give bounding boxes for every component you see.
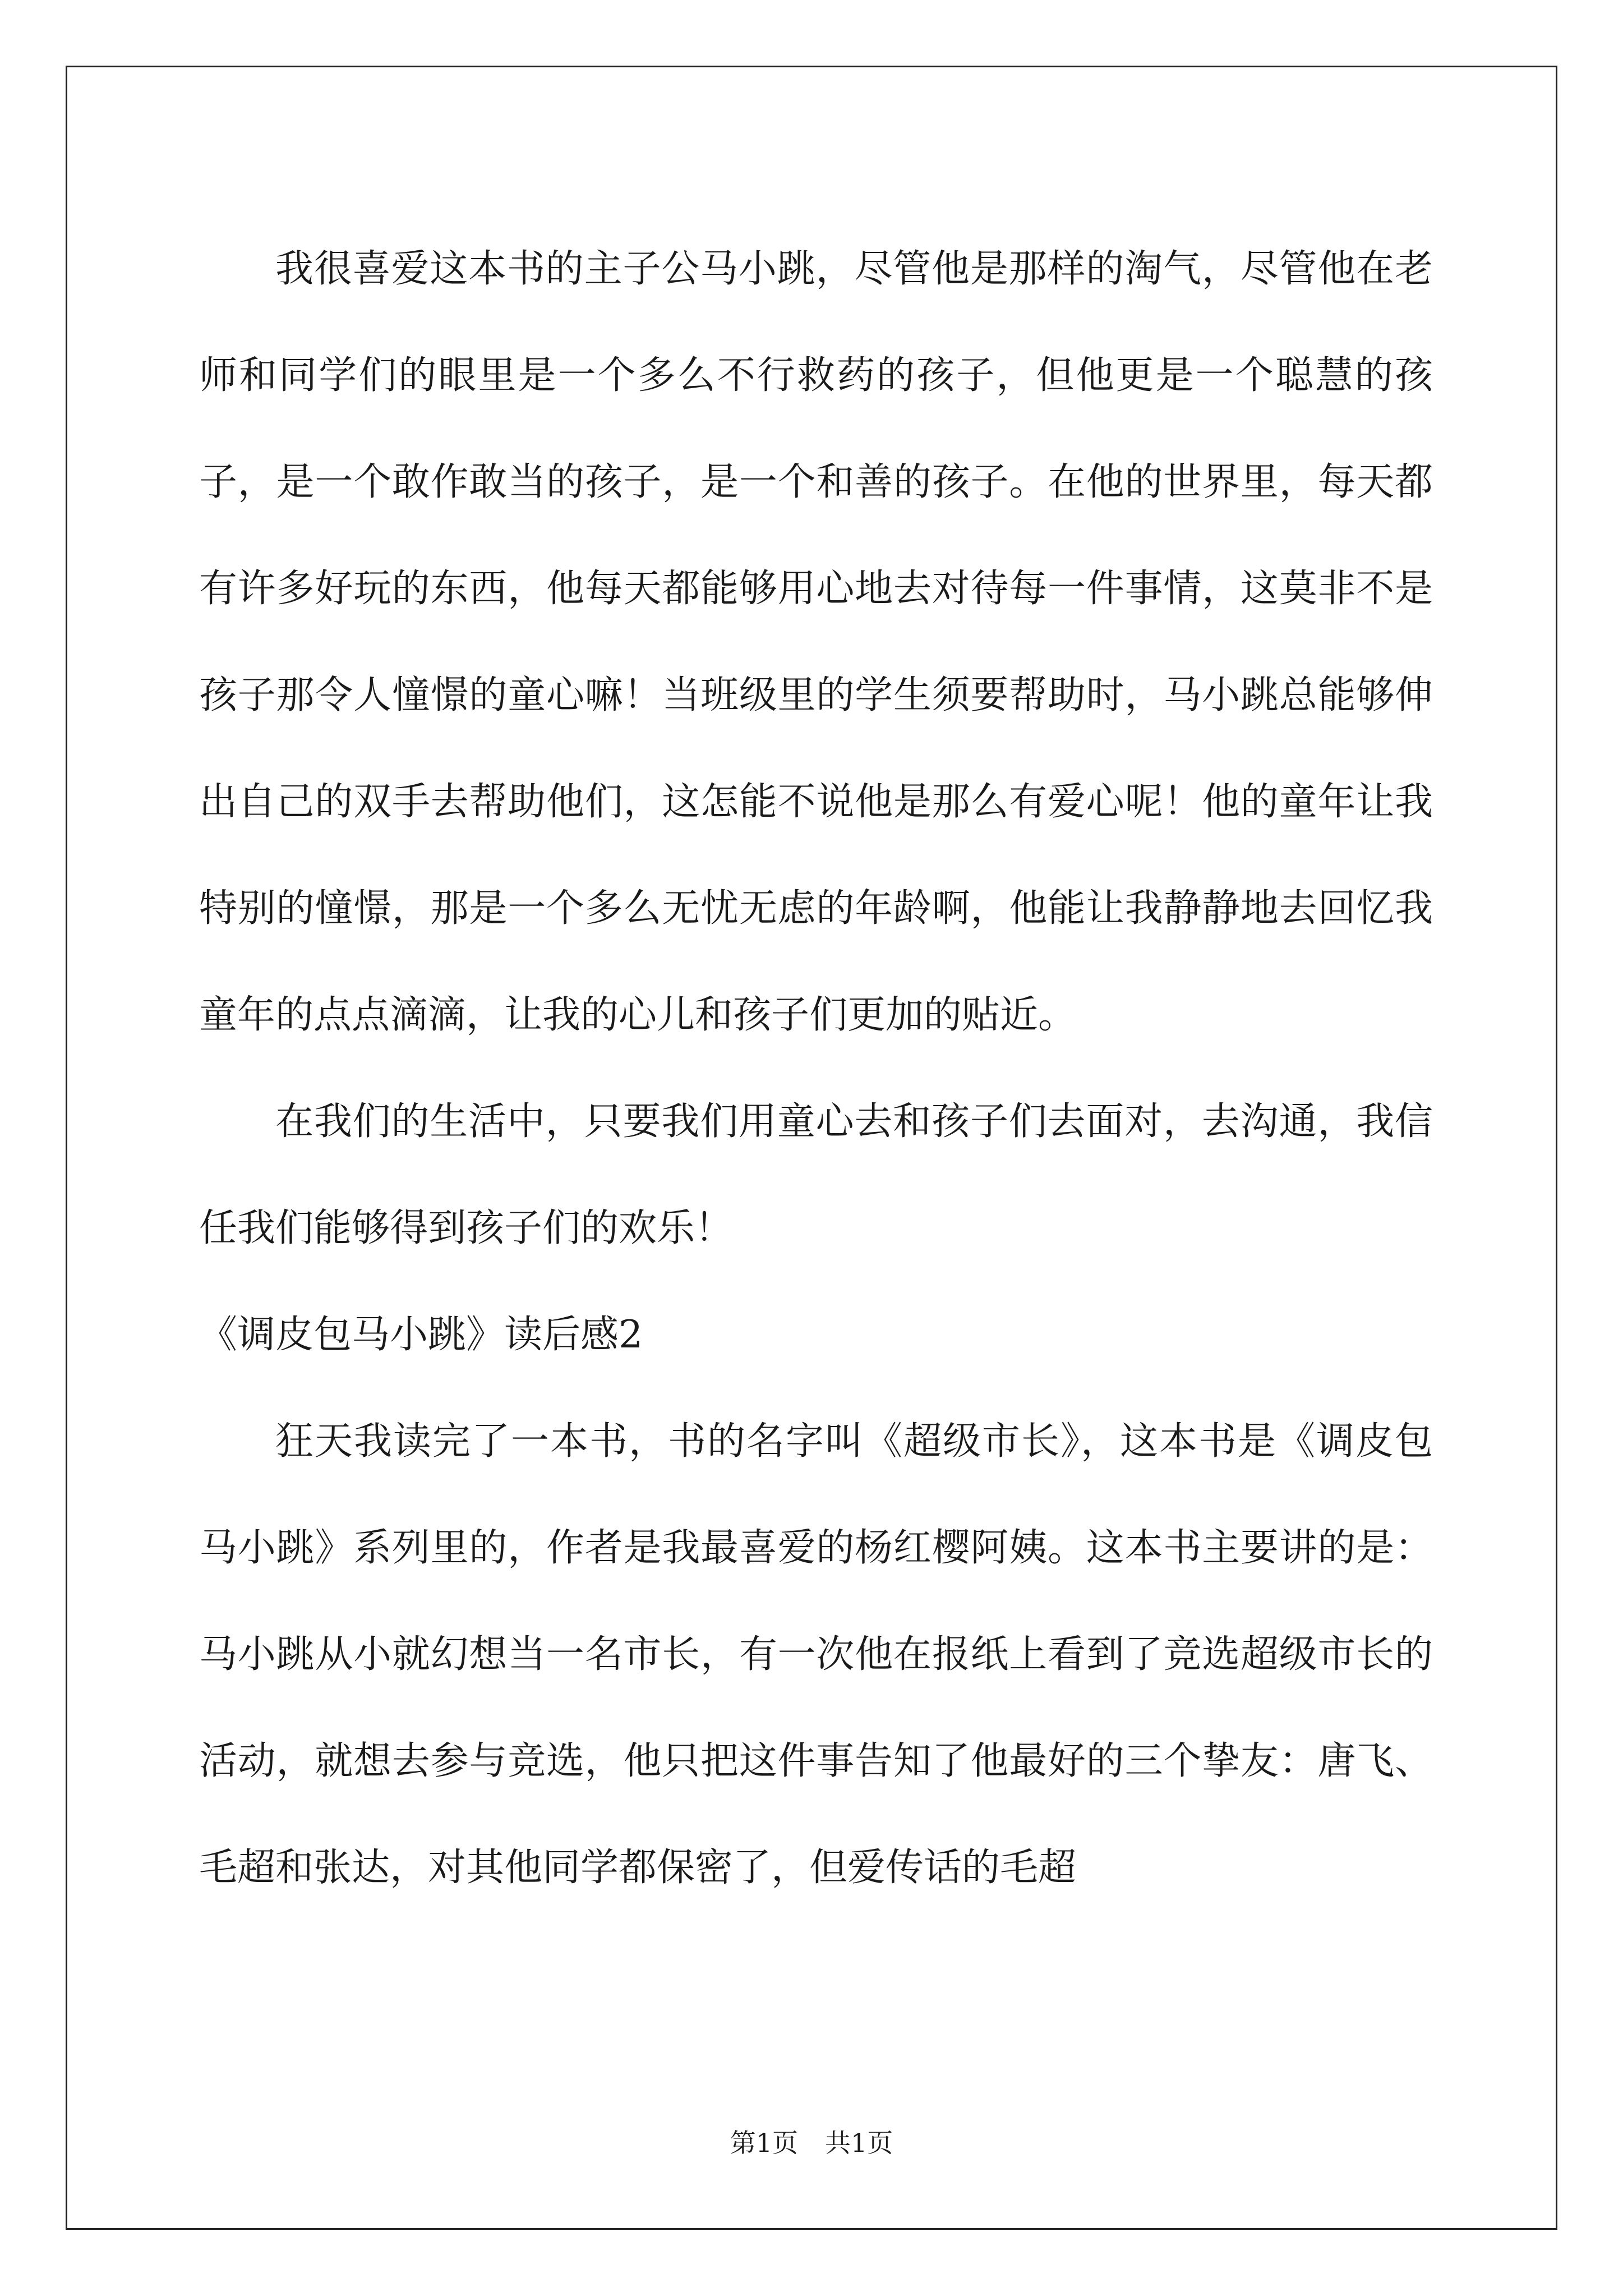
paragraph-2: 在我们的生活中，只要我们用童心去和孩子们去面对，去沟通，我信任我们能够得到孩子们的欢乐！ <box>199 1099 1433 1250</box>
paragraph-3: 狂天我读完了一本书，书的名字叫《超级市长》，这本书是《调皮包马小跳》系列里的，作者是我最喜爱的杨红樱阿姨。这本书主要讲的是：马小跳从小就幻想当一名市长，有一次他在报纸上看到了竞选超级市长的活动，就想去参与竞选，他只把这件事告知了他最好的三个挚友：唐飞、毛超和张达，对其他同学都保密了，但爱传话的毛超 <box>199 1419 1433 1890</box>
page-number: 第1页 <box>730 2128 798 2158</box>
page-total: 共1页 <box>825 2128 893 2158</box>
section-heading: 《调皮包马小跳》读后感2 <box>199 1313 643 1357</box>
document-body <box>199 216 1433 1921</box>
page-footer <box>0 2126 1623 2160</box>
paragraph-1: 我很喜爱这本书的主子公马小跳，尽管他是那样的淘气，尽管他在老师和同学们的眼里是一个多么不行救药的孩子，但他更是一个聪慧的孩子，是一个敢作敢当的孩子，是一个和善的孩子。在他的世界里，每天都有许多好玩的东西，他每天都能够用心地去对待每一件事情，这莫非不是孩子那令人憧憬的童心嘛！当班级里的学生须要帮助时，马小跳总能够伸出自己的双手去帮助他们，这怎能不说他是那么有爱心呢！他的童年让我特别的憧憬，那是一个多么无忧无虑的年龄啊，他能让我静静地去回忆我童年的点点滴滴，让我的心儿和孩子们更加的贴近。 <box>199 247 1433 1037</box>
